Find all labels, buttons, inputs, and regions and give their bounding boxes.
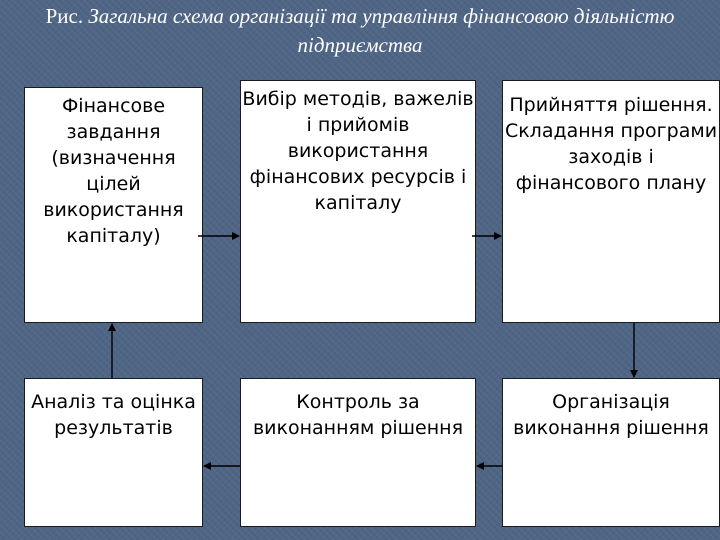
box-decision-making-label: Прийняття рішення. Складання програми заходів і фінансового плану [504,94,718,194]
box-financial-task-label: Фінансове завдання (визначення цілей використання капіталу) [43,95,184,247]
box-organization-label: Організація виконання рішення [513,391,709,439]
caption-label: Рис. [45,4,84,28]
box-analysis-label: Аналіз та оцінка результатів [31,391,196,439]
box-choice-of-methods-label: Вибір методів, важелів і прийомів використання фінансових ресурсів і капіталу [242,88,474,214]
caption-text: Загальна схема організації та управління фінансовою діяльністю підприємства [88,4,675,57]
box-control-label: Контроль за виконанням рішення [252,391,464,439]
